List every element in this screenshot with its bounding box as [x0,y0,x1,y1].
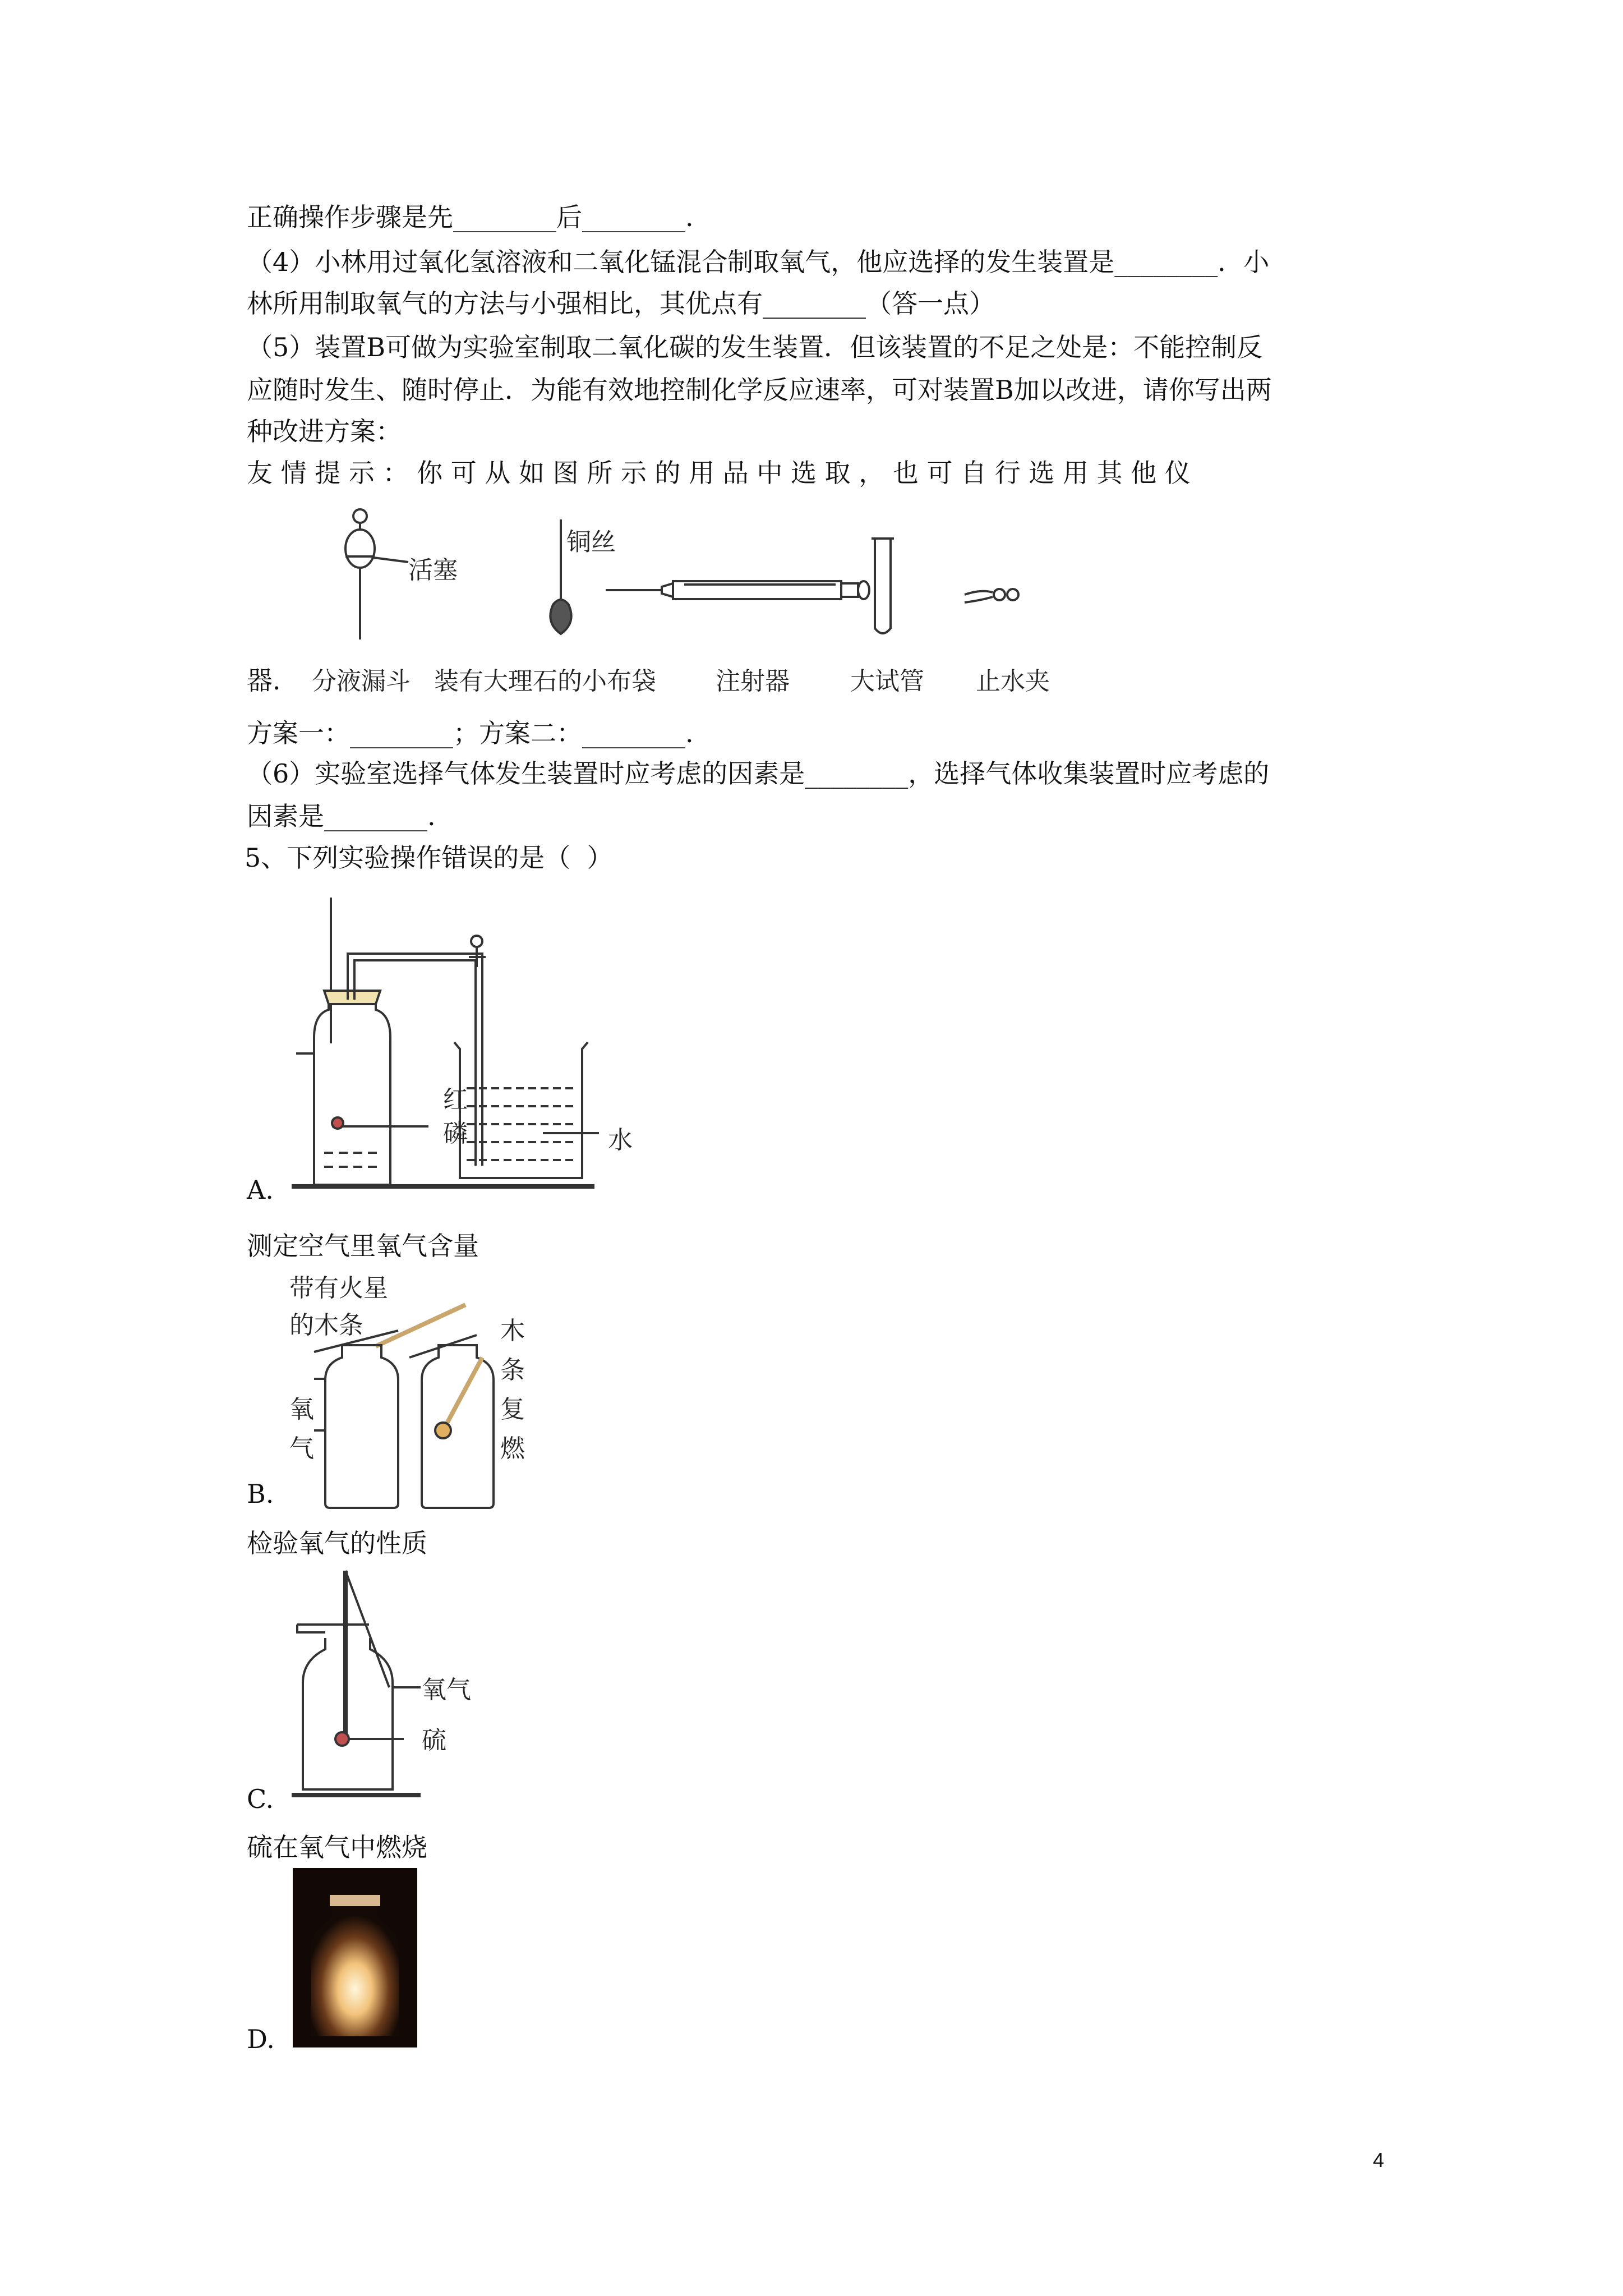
text-line-6: 种改进方案： [247,416,402,447]
funnel-caption: 分液漏斗 [312,667,411,696]
figure-d-photo [293,1868,417,2047]
option-a-letter: A. [247,1175,274,1205]
text-line-9: 方案一：________；方案二：________. [247,718,694,748]
page-number: 4 [1373,2148,1385,2171]
spark-label-2: 的木条 [289,1311,363,1340]
option-b-caption: 检验氧气的性质 [247,1528,427,1558]
clamp-icon [965,589,1018,602]
oxygen-b-2: 气 [289,1434,314,1463]
question-5: 5、下列实验操作错误的是（ ） [245,843,613,873]
text-line-7: 友 情 提 示 ： 你 可 从 如 图 所 示 的 用 品 中 选 取 ， 也 可 自 行 选 用 其 他 仪 [247,458,1191,488]
relight-3: 复 [500,1395,525,1424]
relight-1: 木 [500,1317,525,1345]
phosphorus-label: 磷 [443,1119,468,1148]
text-line-5: 应随时发生、随时停止．为能有效地控制化学反应速率，可对装置B加以改进，请你写出两 [247,375,1272,405]
text-line-3: 林所用制取氧气的方法与小强相比，其优点有________（答一点） [247,288,995,319]
text-line-10: （6）实验室选择气体发生装置时应考虑的因素是________，选择气体收集装置时应考虑的 [247,758,1270,789]
red-label: 红 [443,1085,468,1114]
tube-caption: 大试管 [850,667,924,696]
relight-2: 条 [500,1356,525,1384]
option-b-letter: B. [247,1479,274,1509]
figure-c [292,1571,516,1806]
option-a-caption: 测定空气里氧气含量 [247,1231,479,1261]
copper-wire-label: 铜丝 [566,528,616,556]
spark-label-1: 带有火星 [289,1274,388,1303]
clamp-caption: 止水夹 [976,667,1050,696]
sulfur-label: 硫 [422,1726,446,1755]
relight-4: 燃 [500,1434,525,1463]
test-tube-icon [872,539,894,633]
syringe-caption: 注射器 [716,667,790,696]
option-c-letter: C. [247,1784,274,1814]
option-d-letter: D. [247,2024,275,2054]
text-line-2: （4）小林用过氧化氢溶液和二氧化锰混合制取氧气，他应选择的发生装置是________．小 [247,247,1270,277]
separatory-funnel-icon [345,509,408,639]
oxygen-b-1: 氧 [289,1395,314,1424]
text-line-1: 正确操作步骤是先________后________. [247,202,694,232]
text-line-4: （5）装置B可做为实验室制取二氧化碳的发生装置．但该装置的不足之处是：不能控制反 [247,332,1263,362]
syringe-icon [606,581,869,599]
option-c-caption: 硫在氧气中燃烧 [247,1832,427,1862]
text-line-11: 因素是________. [247,801,436,831]
stopcock-label: 活塞 [408,556,458,585]
water-label: 水 [608,1126,633,1154]
bag-caption: 装有大理石的小布袋 [434,667,656,696]
oxygen-c-label: 氧气 [422,1676,471,1704]
text-line-8: 器． [247,665,298,696]
